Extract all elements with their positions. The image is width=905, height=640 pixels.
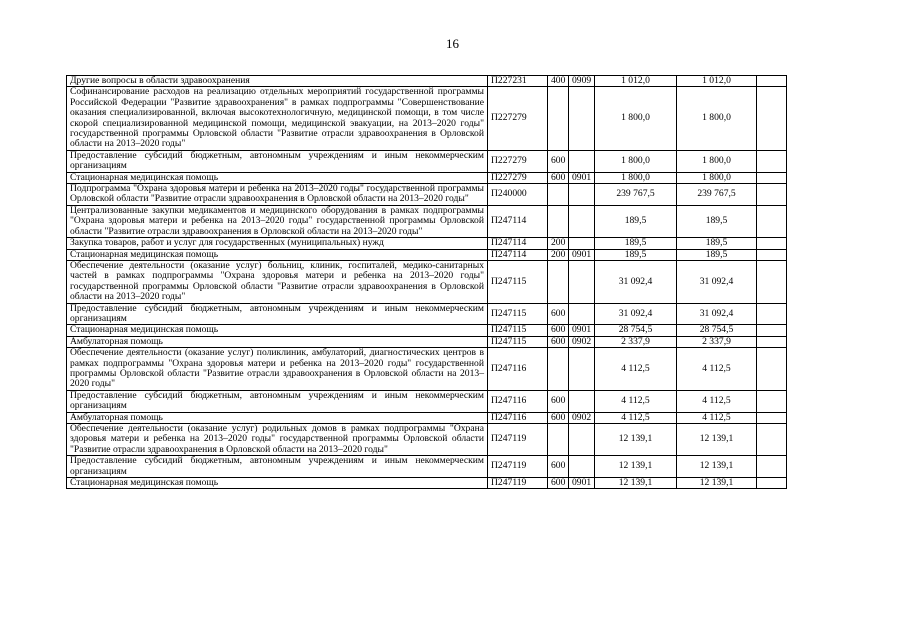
row-empty-cell <box>757 325 787 336</box>
row-section-code <box>569 87 595 150</box>
row-amount-1: 12 139,1 <box>595 424 677 456</box>
row-amount-1: 2 337,9 <box>595 336 677 347</box>
row-amount-2: 12 139,1 <box>677 424 757 456</box>
row-description: Предоставление субсидий бюджетным, автономным учреждениям и иным некоммерческим организациям <box>67 303 488 325</box>
row-target-code: П247119 <box>488 478 548 489</box>
row-amount-1: 4 112,5 <box>595 348 677 391</box>
row-description: Стационарная медицинская помощь <box>67 325 488 336</box>
row-amount-2: 1 012,0 <box>677 76 757 87</box>
table-row <box>67 456 787 478</box>
row-amount-2: 1 800,0 <box>677 172 757 183</box>
row-expense-type <box>548 205 569 237</box>
row-expense-type <box>548 348 569 391</box>
row-amount-2: 189,5 <box>677 205 757 237</box>
row-expense-type: 600 <box>548 303 569 325</box>
row-amount-2: 12 139,1 <box>677 478 757 489</box>
row-amount-1: 189,5 <box>595 238 677 249</box>
table-row <box>67 249 787 260</box>
row-section-code: 0901 <box>569 249 595 260</box>
row-description: Другие вопросы в области здравоохранения <box>67 76 488 87</box>
row-description: Стационарная медицинская помощь <box>67 478 488 489</box>
row-amount-2: 4 112,5 <box>677 348 757 391</box>
table-row <box>67 412 787 423</box>
row-target-code: П247119 <box>488 424 548 456</box>
row-section-code: 0902 <box>569 336 595 347</box>
table-row <box>67 348 787 391</box>
row-amount-1: 4 112,5 <box>595 412 677 423</box>
row-section-code <box>569 390 595 412</box>
row-description: Обеспечение деятельности (оказание услуг) поликлиник, амбулаторий, диагностических центров в рамках подпрограммы "Охрана здоровья матери и ребенка на 2013–2020 годы" государственной программы Орловской области "Развитие отрасли здравоохранения в Орловской области на 2013–2020 годы" <box>67 348 488 391</box>
row-section-code <box>569 205 595 237</box>
row-empty-cell <box>757 478 787 489</box>
row-description: Подпрограмма "Охрана здоровья матери и ребенка на 2013–2020 годы" государственной программы Орловской области "Развитие отрасли здравоохранения в Орловской области на 2013–2020 годы" <box>67 184 488 206</box>
row-amount-2: 2 337,9 <box>677 336 757 347</box>
row-target-code: П247119 <box>488 456 548 478</box>
row-expense-type: 600 <box>548 390 569 412</box>
row-expense-type: 600 <box>548 478 569 489</box>
table-row <box>67 238 787 249</box>
table-row <box>67 205 787 237</box>
row-amount-1: 1 800,0 <box>595 150 677 172</box>
row-amount-1: 31 092,4 <box>595 260 677 303</box>
row-amount-2: 31 092,4 <box>677 260 757 303</box>
row-empty-cell <box>757 412 787 423</box>
row-expense-type: 600 <box>548 456 569 478</box>
row-amount-2: 1 800,0 <box>677 87 757 150</box>
table-row <box>67 336 787 347</box>
row-expense-type: 600 <box>548 325 569 336</box>
row-empty-cell <box>757 390 787 412</box>
row-amount-1: 1 012,0 <box>595 76 677 87</box>
row-amount-2: 28 754,5 <box>677 325 757 336</box>
row-target-code: П247114 <box>488 205 548 237</box>
row-section-code <box>569 456 595 478</box>
row-amount-1: 189,5 <box>595 249 677 260</box>
row-target-code: П247115 <box>488 303 548 325</box>
row-empty-cell <box>757 205 787 237</box>
row-section-code: 0901 <box>569 325 595 336</box>
row-section-code <box>569 424 595 456</box>
row-expense-type: 600 <box>548 336 569 347</box>
table-row <box>67 478 787 489</box>
row-section-code <box>569 260 595 303</box>
row-section-code <box>569 238 595 249</box>
page-number: 16 <box>446 36 459 51</box>
row-section-code: 0901 <box>569 478 595 489</box>
row-target-code: П247114 <box>488 238 548 249</box>
row-expense-type <box>548 260 569 303</box>
row-description: Стационарная медицинская помощь <box>67 249 488 260</box>
table-row <box>67 87 787 150</box>
table-row <box>67 76 787 87</box>
row-amount-2: 1 800,0 <box>677 150 757 172</box>
row-empty-cell <box>757 87 787 150</box>
row-target-code: П247115 <box>488 336 548 347</box>
row-amount-1: 4 112,5 <box>595 390 677 412</box>
row-empty-cell <box>757 238 787 249</box>
row-amount-1: 12 139,1 <box>595 456 677 478</box>
table-row <box>67 303 787 325</box>
row-target-code: П227279 <box>488 150 548 172</box>
table-row <box>67 150 787 172</box>
row-section-code <box>569 184 595 206</box>
row-target-code: П247116 <box>488 412 548 423</box>
row-expense-type <box>548 184 569 206</box>
row-amount-1: 189,5 <box>595 205 677 237</box>
row-section-code <box>569 348 595 391</box>
row-amount-2: 4 112,5 <box>677 412 757 423</box>
row-target-code: П247116 <box>488 390 548 412</box>
row-empty-cell <box>757 76 787 87</box>
row-target-code: П247115 <box>488 260 548 303</box>
row-target-code: П227279 <box>488 87 548 150</box>
row-amount-2: 189,5 <box>677 249 757 260</box>
row-empty-cell <box>757 249 787 260</box>
table-row <box>67 424 787 456</box>
row-empty-cell <box>757 172 787 183</box>
row-description: Предоставление субсидий бюджетным, автономным учреждениям и иным некоммерческим организациям <box>67 150 488 172</box>
row-expense-type <box>548 424 569 456</box>
row-expense-type: 600 <box>548 172 569 183</box>
row-amount-2: 12 139,1 <box>677 456 757 478</box>
row-target-code: П240000 <box>488 184 548 206</box>
row-description: Закупка товаров, работ и услуг для государственных (муниципальных) нужд <box>67 238 488 249</box>
row-empty-cell <box>757 336 787 347</box>
row-expense-type: 200 <box>548 238 569 249</box>
table-row <box>67 325 787 336</box>
row-description: Обеспечение деятельности (оказание услуг) родильных домов в рамках подпрограммы "Охрана здоровья матери и ребенка на 2013–2020 годы" государственной программы Орловской области "Развитие отрасли здравоохранения в Орловской области на 2013–2020 годы" <box>67 424 488 456</box>
row-description: Софинансирование расходов на реализацию отдельных мероприятий государственной программы Российской Федерации "Развитие здравоохранения" в рамках подпрограммы "Совершенствование оказания специализированной, включая высокотехнологичную, медицинской помощи, в том числе скорой специализированной медицинской помощи, медицинской эвакуации, на 2013–2020 годы" государственной программы Орловской области "Развитие отрасли здравоохранения в Орловской области на 2013–2020 годы" <box>67 87 488 150</box>
row-empty-cell <box>757 303 787 325</box>
row-target-code: П247116 <box>488 348 548 391</box>
row-empty-cell <box>757 184 787 206</box>
row-target-code: П247115 <box>488 325 548 336</box>
row-amount-2: 4 112,5 <box>677 390 757 412</box>
table-row <box>67 172 787 183</box>
row-empty-cell <box>757 348 787 391</box>
row-empty-cell <box>757 424 787 456</box>
row-description: Предоставление субсидий бюджетным, автономным учреждениям и иным некоммерческим организациям <box>67 456 488 478</box>
row-amount-2: 31 092,4 <box>677 303 757 325</box>
row-expense-type: 600 <box>548 150 569 172</box>
budget-table <box>66 75 787 489</box>
row-amount-1: 28 754,5 <box>595 325 677 336</box>
row-amount-1: 12 139,1 <box>595 478 677 489</box>
row-section-code: 0909 <box>569 76 595 87</box>
row-section-code: 0901 <box>569 172 595 183</box>
row-empty-cell <box>757 456 787 478</box>
row-description: Стационарная медицинская помощь <box>67 172 488 183</box>
row-description: Предоставление субсидий бюджетным, автономным учреждениям и иным некоммерческим организациям <box>67 390 488 412</box>
row-description: Амбулаторная помощь <box>67 412 488 423</box>
row-expense-type <box>548 87 569 150</box>
row-amount-2: 239 767,5 <box>677 184 757 206</box>
table-row <box>67 260 787 303</box>
row-expense-type: 400 <box>548 76 569 87</box>
row-section-code <box>569 303 595 325</box>
row-amount-1: 1 800,0 <box>595 172 677 183</box>
row-description: Обеспечение деятельности (оказание услуг) больниц, клиник, госпиталей, медико-санитарных частей в рамках подпрограммы "Охрана здоровья матери и ребенка на 2013–2020 годы" государственной программы Орловской области "Развитие отрасли здравоохранения в Орловской области на 2013–2020 годы" <box>67 260 488 303</box>
row-amount-1: 1 800,0 <box>595 87 677 150</box>
row-description: Централизованные закупки медикаментов и медицинского оборудования в рамках подпрограммы "Охрана здоровья матери и ребенка на 2013–2020 годы" государственной программы Орловской области "Развитие отрасли здравоохранения в Орловской области на 2013–2020 годы" <box>67 205 488 237</box>
row-target-code: П227231 <box>488 76 548 87</box>
row-expense-type: 600 <box>548 412 569 423</box>
row-section-code <box>569 150 595 172</box>
row-empty-cell <box>757 260 787 303</box>
row-amount-1: 239 767,5 <box>595 184 677 206</box>
row-expense-type: 200 <box>548 249 569 260</box>
row-amount-1: 31 092,4 <box>595 303 677 325</box>
row-description: Амбулаторная помощь <box>67 336 488 347</box>
row-target-code: П247114 <box>488 249 548 260</box>
row-section-code: 0902 <box>569 412 595 423</box>
table-row <box>67 184 787 206</box>
row-amount-2: 189,5 <box>677 238 757 249</box>
row-target-code: П227279 <box>488 172 548 183</box>
table-row <box>67 390 787 412</box>
row-empty-cell <box>757 150 787 172</box>
